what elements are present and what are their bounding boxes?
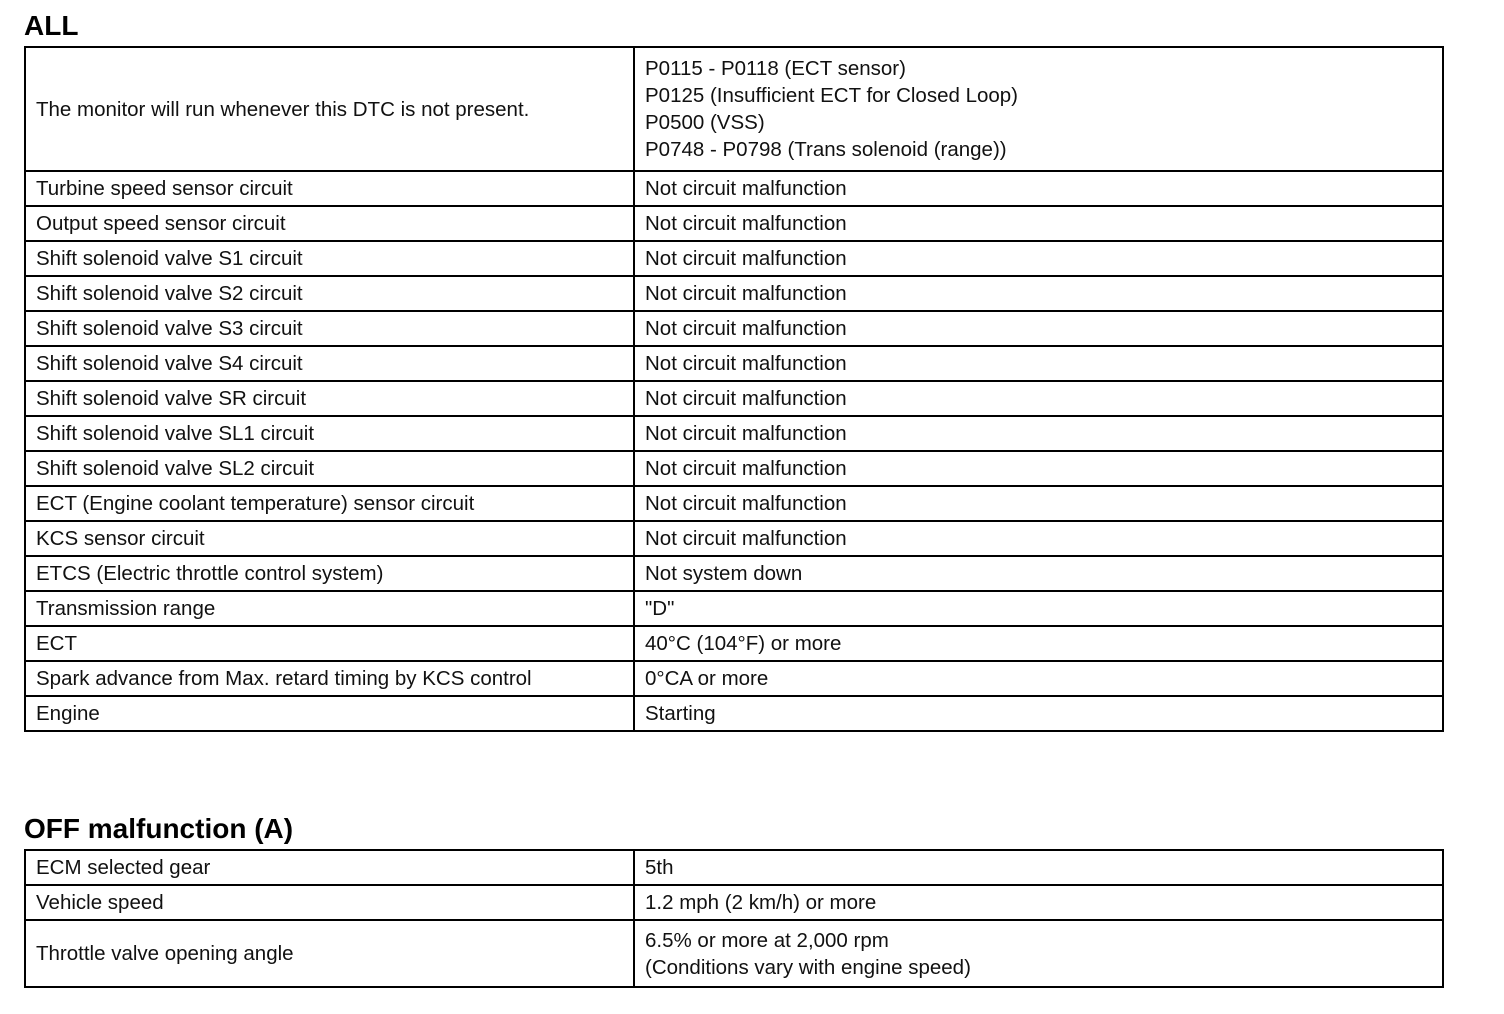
condition-value-line: 5th: [645, 856, 674, 879]
condition-value-line: Not circuit malfunction: [645, 317, 847, 340]
condition-label: Turbine speed sensor circuit: [25, 171, 634, 206]
condition-label: ECM selected gear: [25, 850, 634, 885]
condition-value: [634, 626, 1443, 661]
condition-value-line: Not circuit malfunction: [645, 492, 847, 515]
table-row: [25, 850, 1443, 885]
condition-value: [634, 521, 1443, 556]
table-row: [25, 346, 1443, 381]
condition-label: ECT: [25, 626, 634, 661]
condition-value-line: Not system down: [645, 562, 803, 585]
table-row: [25, 486, 1443, 521]
condition-value-line: Not circuit malfunction: [645, 282, 847, 305]
table-row: [25, 591, 1443, 626]
condition-value-line: 0°CA or more: [645, 667, 769, 690]
condition-value-line: 6.5% or more at 2,000 rpm: [645, 928, 889, 952]
condition-label: Spark advance from Max. retard timing by KCS control: [25, 661, 634, 696]
condition-label: Shift solenoid valve SL2 circuit: [25, 451, 634, 486]
table-row: [25, 920, 1443, 987]
condition-value: [634, 346, 1443, 381]
table-row: [25, 206, 1443, 241]
condition-value-line: Not circuit malfunction: [645, 247, 847, 270]
condition-value: [634, 696, 1443, 731]
condition-value-line: Not circuit malfunction: [645, 352, 847, 375]
condition-label: ETCS (Electric throttle control system): [25, 556, 634, 591]
condition-value: [634, 885, 1443, 920]
condition-value-line: P0500 (VSS): [645, 111, 765, 134]
table-row: [25, 556, 1443, 591]
table-row: [25, 696, 1443, 731]
table-row: [25, 276, 1443, 311]
table-row: [25, 47, 1443, 171]
condition-value-line: Not circuit malfunction: [645, 177, 847, 200]
condition-value: [634, 381, 1443, 416]
condition-value: [634, 556, 1443, 591]
condition-label: Throttle valve opening angle: [25, 920, 634, 987]
condition-label: ECT (Engine coolant temperature) sensor circuit: [25, 486, 634, 521]
condition-value-line: "D": [645, 597, 675, 620]
condition-label: Shift solenoid valve SR circuit: [25, 381, 634, 416]
table-row: [25, 416, 1443, 451]
condition-value: [634, 276, 1443, 311]
section-title-off-malfunction: OFF malfunction (A): [24, 813, 294, 844]
condition-label: Shift solenoid valve S2 circuit: [25, 276, 634, 311]
condition-label: Shift solenoid valve S4 circuit: [25, 346, 634, 381]
condition-label: Shift solenoid valve S3 circuit: [25, 311, 634, 346]
condition-label: Transmission range: [25, 591, 634, 626]
condition-value-line: P0115 - P0118 (ECT sensor): [645, 57, 906, 80]
condition-value: [634, 416, 1443, 451]
condition-value-line: 1.2 mph (2 km/h) or more: [645, 891, 877, 914]
condition-label: Shift solenoid valve S1 circuit: [25, 241, 634, 276]
condition-value: [634, 451, 1443, 486]
condition-value: [634, 486, 1443, 521]
table-row: [25, 521, 1443, 556]
condition-label: The monitor will run whenever this DTC is not present.: [25, 47, 634, 171]
condition-value-line: Not circuit malfunction: [645, 387, 847, 410]
condition-label: Vehicle speed: [25, 885, 634, 920]
table-row: [25, 661, 1443, 696]
conditions-table-off-malfunction: [24, 849, 1444, 988]
condition-value-line: P0748 - P0798 (Trans solenoid (range)): [645, 138, 1007, 161]
condition-value-line: Not circuit malfunction: [645, 527, 847, 550]
condition-label: KCS sensor circuit: [25, 521, 634, 556]
table-row: [25, 241, 1443, 276]
condition-value-line: 40°C (104°F) or more: [645, 632, 842, 655]
condition-value-line: Starting: [645, 702, 716, 725]
table-row: [25, 451, 1443, 486]
condition-label: Engine: [25, 696, 634, 731]
table-row: [25, 885, 1443, 920]
conditions-table-all: [24, 46, 1444, 732]
condition-value: [634, 591, 1443, 626]
condition-value-line: (Conditions vary with engine speed): [645, 955, 971, 979]
condition-value: [634, 241, 1443, 276]
table-row: [25, 311, 1443, 346]
condition-value: [634, 171, 1443, 206]
condition-value-line: Not circuit malfunction: [645, 422, 847, 445]
condition-label: Shift solenoid valve SL1 circuit: [25, 416, 634, 451]
condition-value-line: Not circuit malfunction: [645, 212, 847, 235]
condition-value: [634, 47, 1443, 171]
section-title-all: ALL: [24, 10, 79, 41]
table-row: [25, 381, 1443, 416]
condition-value: [634, 920, 1443, 987]
table-row: [25, 171, 1443, 206]
condition-value-line: Not circuit malfunction: [645, 457, 847, 480]
condition-value-line: P0125 (Insufficient ECT for Closed Loop): [645, 84, 1019, 107]
table-row: [25, 626, 1443, 661]
condition-label: Output speed sensor circuit: [25, 206, 634, 241]
condition-value: [634, 661, 1443, 696]
condition-value: [634, 850, 1443, 885]
condition-value: [634, 206, 1443, 241]
condition-value: [634, 311, 1443, 346]
